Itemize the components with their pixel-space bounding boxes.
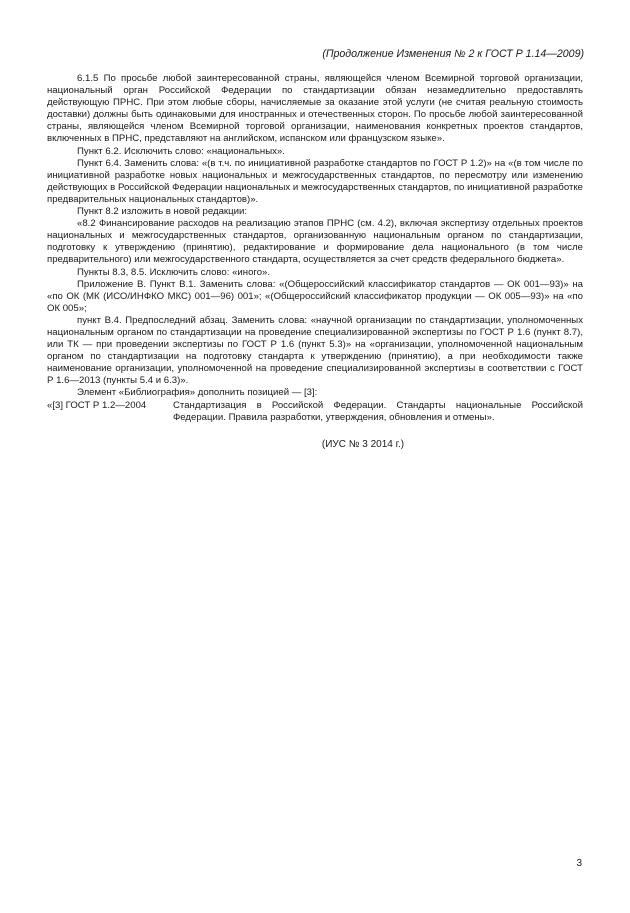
bibliography-reference: «[3] ГОСТ Р 1.2—2004 <box>47 399 147 411</box>
paragraph-6-1-5: 6.1.5 По просьбе любой заинтересованной страны, являющейся членом Всемирной торговой организации, национальный орган Российской Федерации по стандартизации обязан незамедлительно предоставлять действующую ПРНС. При этом любые сборы, начисляемые за оказание этой услуги (не считая реальную стоимость доставки) должны быть одинаковыми для иностранных и отечественных сторон. По просьбе любой заинтересованной страны, являющейся членом Всемирной торговой организации, наименования конкретных проектов стандартов, включенных в ПРНС, представляют на английском, испанском или французском языке». <box>47 73 583 145</box>
paragraph-appendix-v-1: Приложение В. Пункт В.1. Заменить слова: «(Общероссийский классификатор стандартов — ОК 001—93)» на «по ОК (МК (ИСО/ИНФКО МКС) 001—96) 001»; «(Общероссийский классификатор продукции — ОК 005—93)» на «по ОК 005»; <box>47 278 583 314</box>
ius-note: (ИУС № 3 2014 г.) <box>321 438 405 450</box>
paragraph-item-6-4: Пункт 6.4. Заменить слова: «(в т.ч. по инициативной разработке стандартов по ГОСТ Р 1.2)» на «(в том числе по инициативной разработке новых национальных и межгосударственных стандартов, по пересмотру или изменению действующих в Российской Федерации национальных и межгосударственных стандартов, по инициативной разработке предварительных национальных стандартов)». <box>47 157 583 205</box>
paragraph-8-2-new-text: «8.2 Финансирование расходов на реализацию этапов ПРНС (см. 4.2), включая экспертизу отдельных проектов национальных и межгосударственных стандартов, организованную национальным органом по стандартизации, подготовку к утверждению (принятию), редактирование и формирование дела национального (в том числе предварительного) или межгосударственного стандарта, осуществляется за счет средств федерального бюджета». <box>47 218 583 266</box>
paragraph-item-6-2: Пункт 6.2. Исключить слово: «национальных». <box>77 145 285 157</box>
document-body <box>47 73 583 451</box>
paragraph-item-8-2-intro: Пункт 8.2 изложить в новой редакции: <box>77 206 247 218</box>
paragraph-appendix-v-4: пункт В.4. Предпоследний абзац. Заменить слова: «научной организации по стандартизации, уполномоченных национальным органом по стандартизации на проведение специализированной экспертизы по ГОСТ Р 1.6 (пункт 8.7), или ТК — при проведении экспертизы по ГОСТ Р 1.6 (пункт 5.3)» на «организации, уполномоченной национальным органом по стандартизации на подготовку стандарта к утверждению (принятию), а при необходимости также наименование организации, уполномоченной на проведение специализированной экспертизы в соответствии с ГОСТ Р 1.6—2013 (пункты 5.4 и 6.3)». <box>47 314 583 387</box>
page-header: (Продолжение Изменения № 2 к ГОСТ Р 1.14—2009) <box>322 48 584 60</box>
page-number: 3 <box>576 858 582 869</box>
bibliography-text: Стандартизация в Российской Федерации. Стандарты национальные Российской Федерации. Правила разработки, утверждения, обновления и отмены». <box>173 399 583 423</box>
bibliography-entry <box>47 400 583 424</box>
paragraph-bibliography-intro: Элемент «Библиография» дополнить позицией — [3]: <box>77 387 318 399</box>
paragraph-items-8-3-8-5: Пункты 8.3, 8.5. Исключить слово: «иного». <box>77 266 271 278</box>
